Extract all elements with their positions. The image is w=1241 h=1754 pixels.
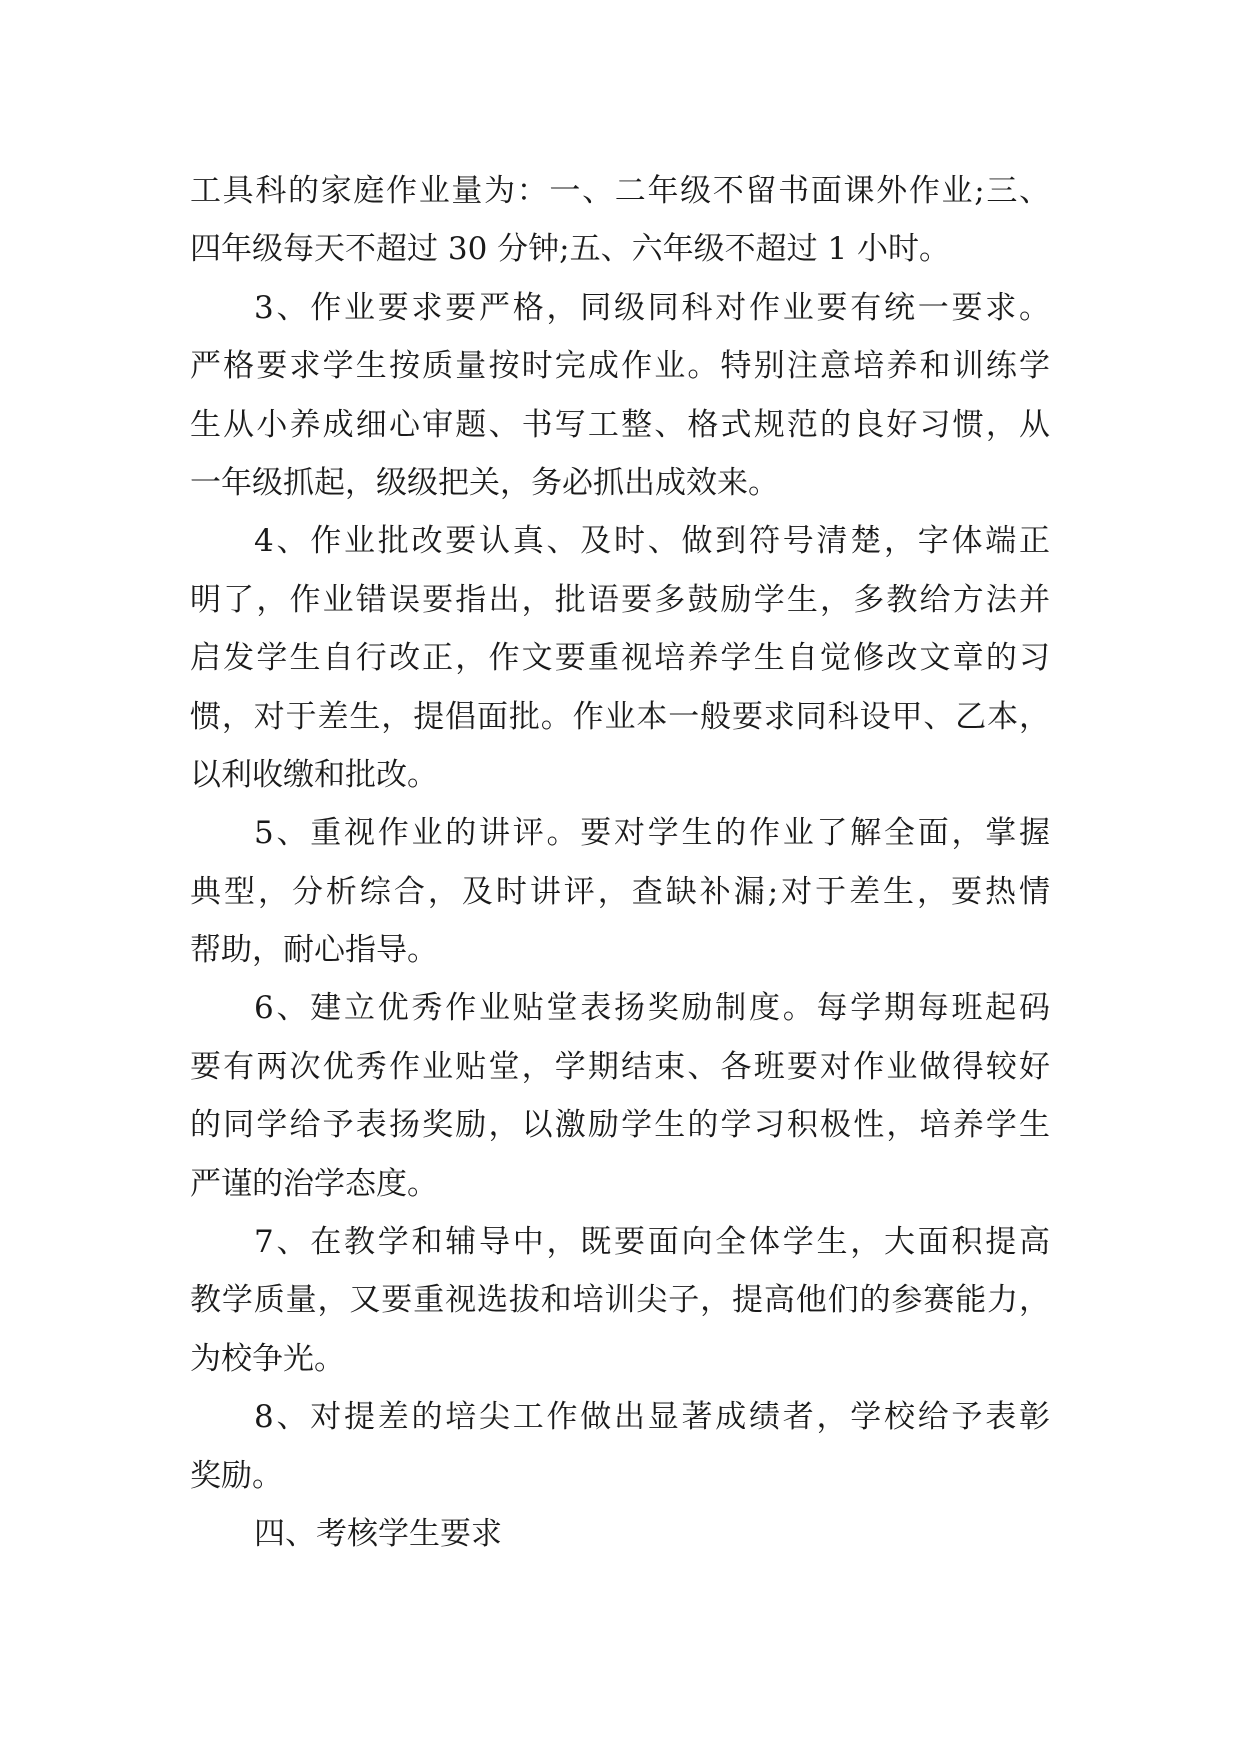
- text-line: 明了，作业错误要指出，批语要多鼓励学生，多教给方法并: [190, 581, 1050, 618]
- text-line: 严格要求学生按质量按时完成作业。特别注意培养和训练学: [190, 348, 1050, 385]
- text-line: 典型，分析综合，及时讲评，查缺补漏;对于差生，要热情: [190, 873, 1050, 910]
- text-line: 工具科的家庭作业量为：一、二年级不留书面课外作业;三、: [190, 173, 1050, 209]
- document-body: [190, 162, 1050, 1563]
- text-line: 一年级抓起，级级把关，务必抓出成效来。: [190, 464, 779, 501]
- paragraph-start-line: 8、对提差的培尖工作做出显著成绩者，学校给予表彰: [254, 1399, 1050, 1436]
- text-line: 教学质量，又要重视选拔和培训尖子，提高他们的参赛能力，: [190, 1282, 1050, 1319]
- text-line: 严谨的治学态度。: [190, 1165, 438, 1202]
- text-line: 生从小养成细心审题、书写工整、格式规范的良好习惯，从: [190, 406, 1050, 443]
- paragraph-start-line: 6、建立优秀作业贴堂表扬奖励制度。每学期每班起码: [254, 990, 1050, 1027]
- text-line: 以利收缴和批改。: [190, 756, 438, 793]
- text-line: 四年级每天不超过 30 分钟;五、六年级不超过 1 小时。: [190, 231, 951, 268]
- paragraph-start-line: 7、在教学和辅导中，既要面向全体学生，大面积提高: [254, 1224, 1050, 1261]
- text-line: 奖励。: [190, 1457, 283, 1494]
- text-line: 的同学给予表扬奖励，以激励学生的学习积极性，培养学生: [190, 1107, 1050, 1144]
- text-line: 惯，对于差生，提倡面批。作业本一般要求同科设甲、乙本，: [190, 698, 1050, 735]
- section-heading: 四、考核学生要求: [254, 1515, 502, 1552]
- text-line: 要有两次优秀作业贴堂，学期结束、各班要对作业做得较好: [190, 1048, 1050, 1085]
- paragraph-start-line: 5、重视作业的讲评。要对学生的作业了解全面，掌握: [254, 815, 1050, 852]
- paragraph-start-line: 3、作业要求要严格，同级同科对作业要有统一要求。: [254, 289, 1050, 326]
- text-line: 启发学生自行改正，作文要重视培养学生自觉修改文章的习: [190, 640, 1050, 677]
- text-line: 帮助，耐心指导。: [190, 932, 438, 969]
- paragraph-start-line: 4、作业批改要认真、及时、做到符号清楚，字体端正: [254, 523, 1050, 560]
- text-line: 为校争光。: [190, 1340, 345, 1377]
